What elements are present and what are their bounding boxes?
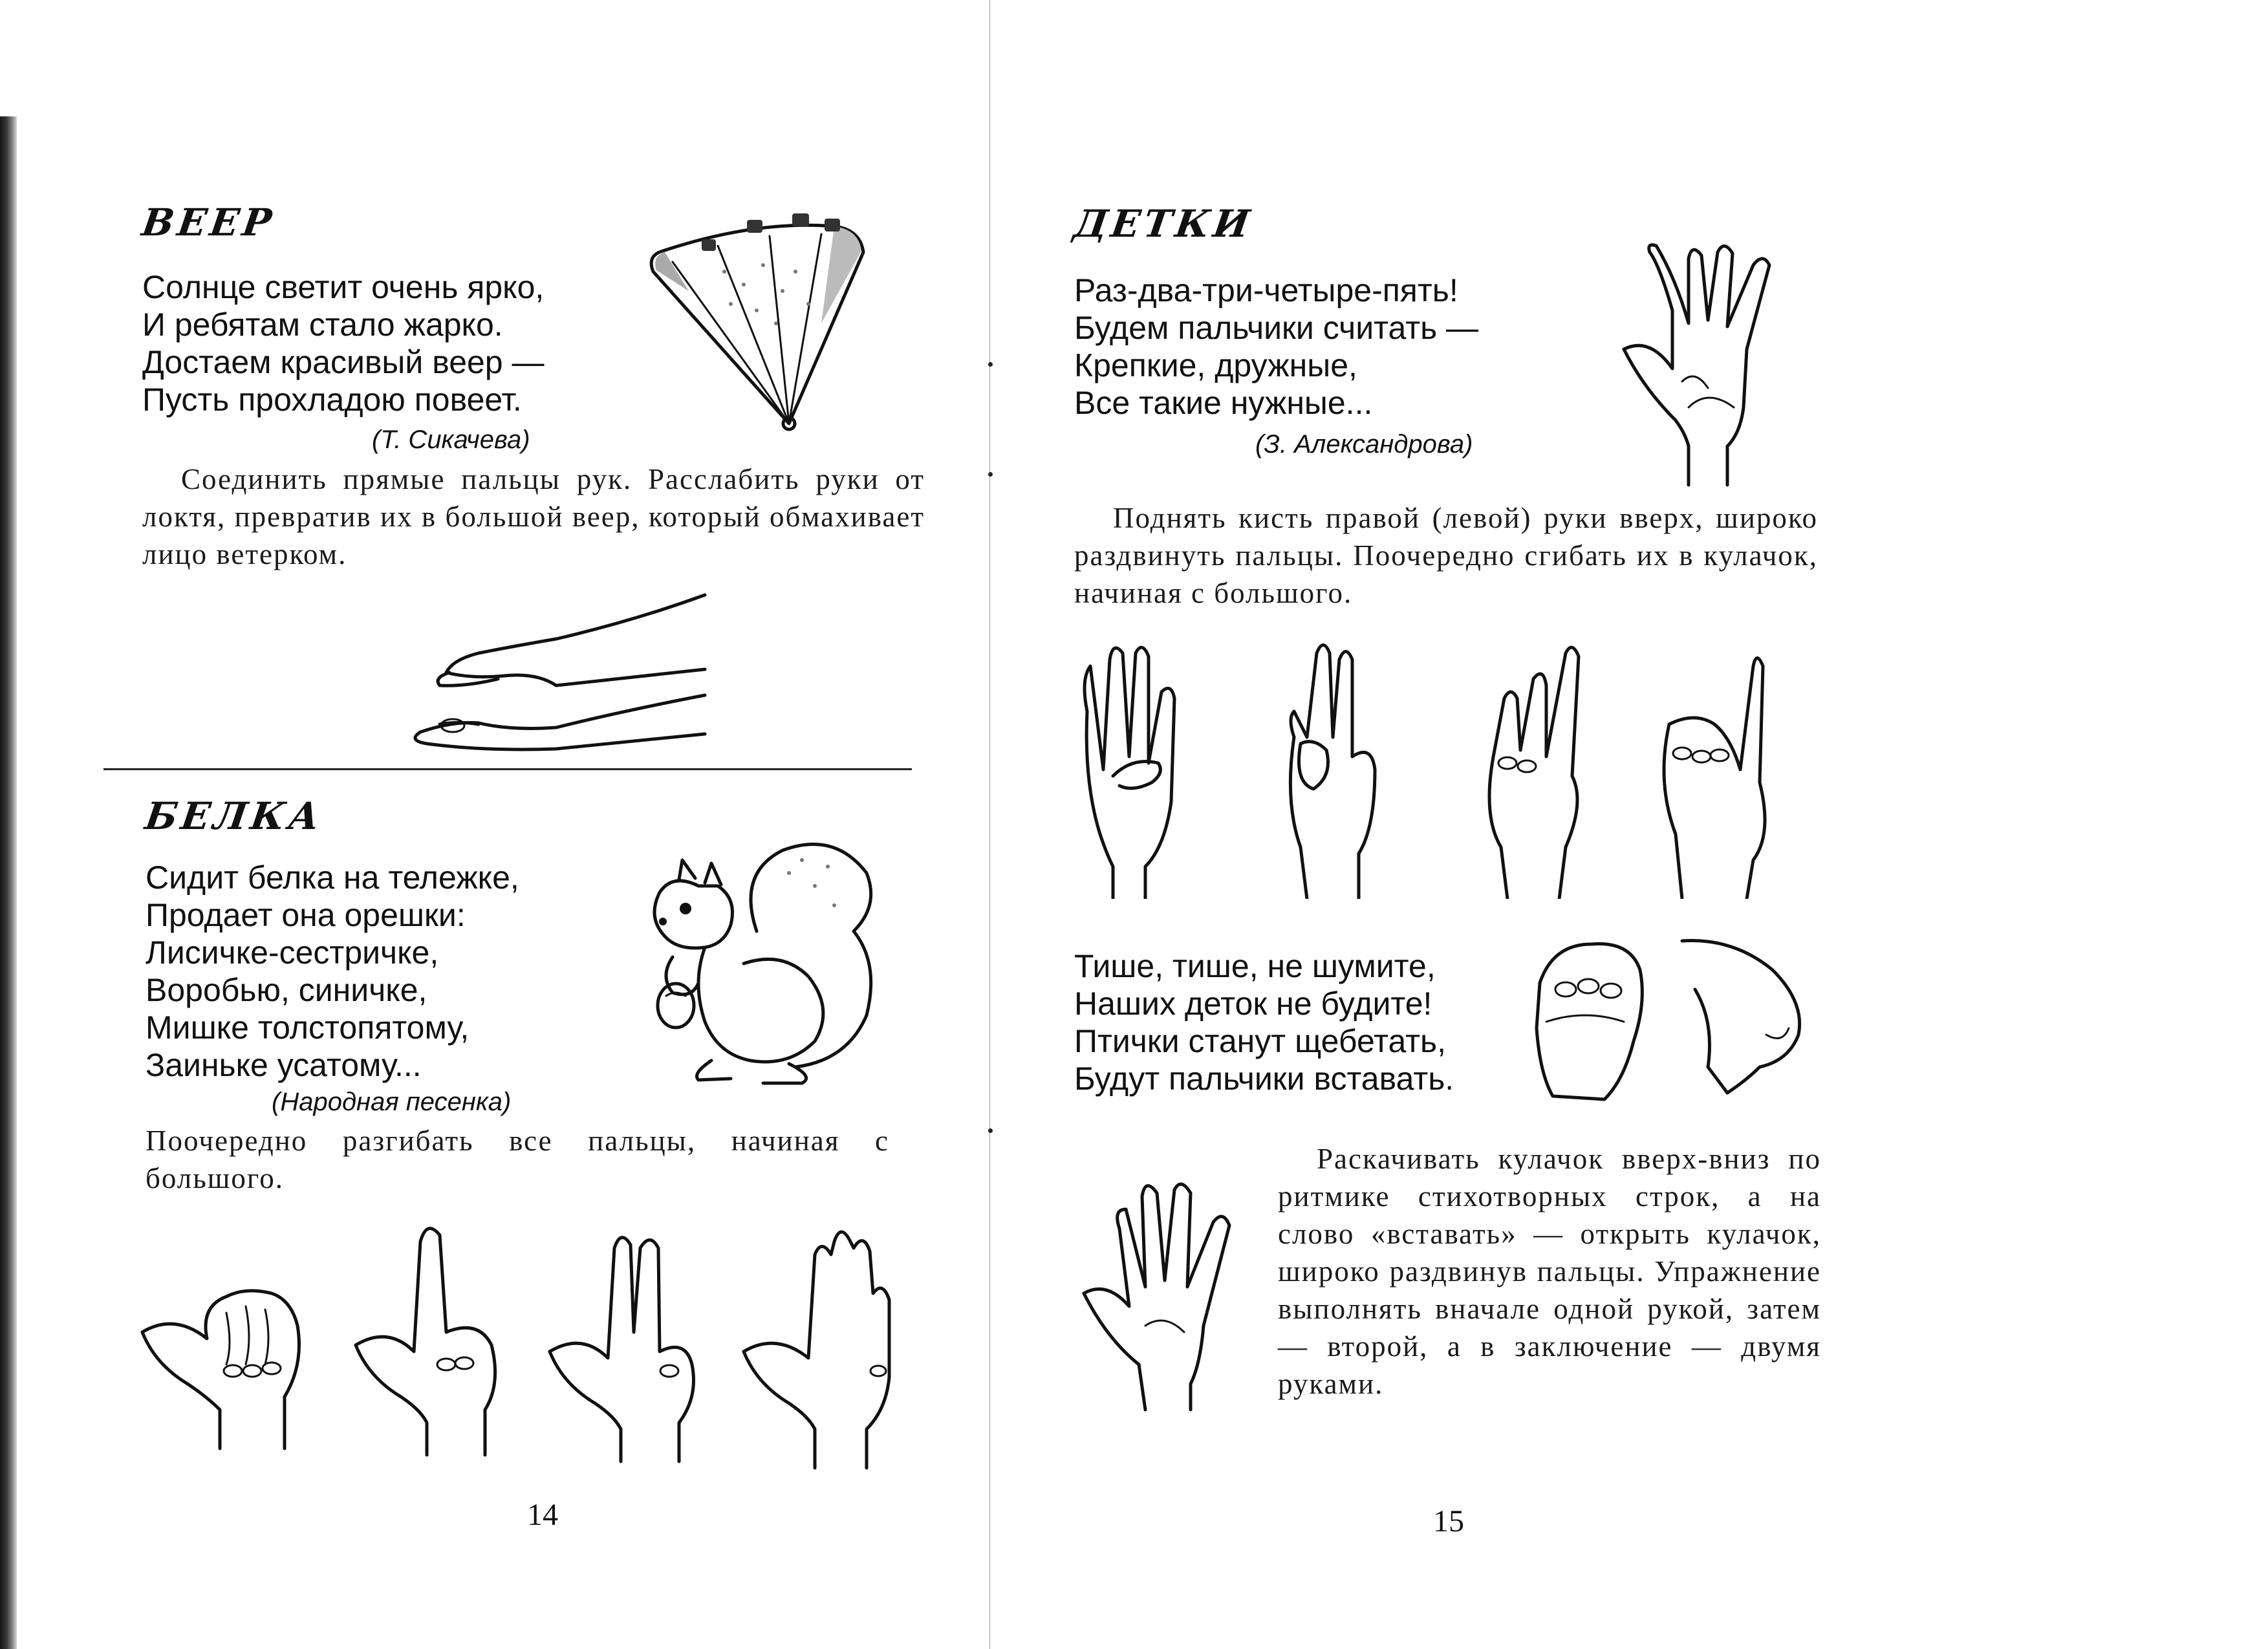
poem-line: Лисичке-сестричке, [146,934,439,971]
kids-instruction: Поднять кисть правой (левой) руки вверх, широко раздвинуть пальцы. Поочередно сгибать их в кулачок, начиная с большого. [1074,502,1818,609]
right-page [990,0,2268,1649]
kids-instruction-2: Раскачивать кулачок вверх-вниз по ритмике стихотворных строк, а на слово «вставать» — открыть кулачок, широко раздвинув пальцы. Упражнение выполнять вначале одной рукой, затем — второй, а в заключение — двумя руками. [1278,1143,1821,1400]
fan-instruction: Соединить прямые пальцы рук. Расслабить руки от локтя, превратив их в большой веер, который обмахивает лицо ветерком. [142,463,925,570]
fist-front [1537,944,1642,1100]
poem-line: Будем пальчики считать — [1074,310,1479,346]
kids-author: (З. Александрова) [1255,430,1473,458]
squirrel-author: (Народная песенка) [272,1088,512,1116]
page-number: 14 [527,1498,558,1532]
poem-line: Будут пальчики вставать. [1074,1061,1454,1097]
left-page [26,0,989,1649]
kids-poem [1074,272,1478,422]
open-hand-bottom-illustration [1074,1170,1294,1416]
hand-fist [142,1291,299,1449]
poem-line: Солнце светит очень ярко, [142,269,545,305]
kids-title: ДЕТКИ [1071,202,1257,246]
squirrel-hands-sequence [136,1216,912,1487]
fan-poem [142,268,545,418]
open-hand-illustration [1611,239,1831,491]
poem-line: Раз-два-три-четыре-пять! [1074,272,1458,308]
fists-illustration [1527,931,1863,1119]
kids-poem-2 [1074,947,1454,1097]
section-divider [103,768,912,770]
hand-little-finger-up [1664,658,1765,900]
hand-open [744,1232,889,1468]
fan-title: ВЕЕР [139,200,278,244]
poem-line: Пусть прохладою повеет. [142,382,522,418]
poem-line: Достаем красивый веер — [142,344,545,380]
hand-two-fingers [550,1238,694,1461]
poem-line: Заиньке усатому... [146,1047,422,1083]
fan-author: (Т. Сикачева) [372,426,530,454]
hand-thumb-folded [1085,647,1174,899]
poem-line: Воробью, синичке, [146,972,427,1008]
hand-two-folded [1290,645,1375,900]
squirrel-title: БЕЛКА [142,794,327,838]
fan-illustration [627,194,938,433]
book-binding-shadow [0,116,17,1649]
two-hands-illustration [343,582,731,770]
kids-hands-sequence [1074,640,1850,899]
page-number: 15 [1433,1504,1464,1538]
poem-line: Наших деток не будите! [1074,986,1432,1022]
squirrel-poem [146,859,519,1084]
hand-one-finger [356,1229,495,1455]
poem-line: Крепкие, дружные, [1074,347,1357,383]
poem-line: Птички станут щебетать, [1074,1023,1446,1059]
hand-three-folded [1489,647,1579,899]
poem-line: Мишке толстопятому, [146,1009,470,1046]
poem-line: Сидит белка на тележке, [146,859,519,896]
squirrel-illustration [621,834,892,1093]
poem-line: И ребятам стало жарко. [142,307,503,343]
fist-side [1682,941,1800,1093]
poem-line: Все такие нужные... [1074,385,1373,421]
poem-line: Продает она орешки: [146,897,466,933]
poem-line: Тише, тише, не шумите, [1074,948,1436,984]
squirrel-instruction: Поочередно разгибать все пальцы, начиная с большого. [146,1125,889,1194]
